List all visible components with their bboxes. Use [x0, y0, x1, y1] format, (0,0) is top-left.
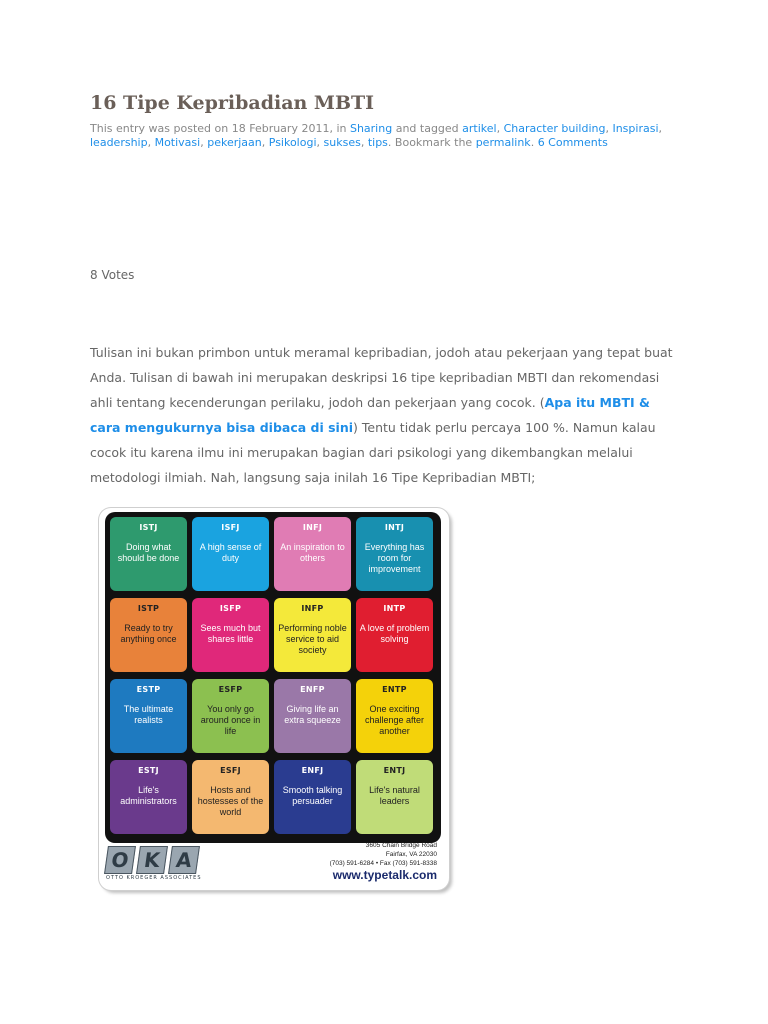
mbti-type-description: Ready to try anything once [120, 623, 177, 644]
tag-link[interactable]: pekerjaan [207, 136, 262, 149]
mbti-type-description: One exciting challenge after another [364, 704, 425, 736]
mbti-tile-infp [274, 598, 351, 672]
post-meta [90, 122, 690, 150]
mbti-tile-isfp [192, 598, 269, 672]
tag-separator: , [200, 136, 208, 149]
mbti-type-description: Sees much but shares little [200, 623, 261, 644]
mbti-tile-infj [274, 517, 351, 591]
mbti-type-description: Giving life an extra squeeze [284, 704, 341, 725]
oka-subtitle: OTTO KROEGER ASSOCIATES [106, 875, 202, 881]
mbti-type-code: ESFJ [220, 766, 241, 775]
mbti-type-code: INFJ [302, 523, 323, 532]
mbti-type-code: ISTJ [139, 523, 158, 532]
mbti-tile-istj [110, 517, 187, 591]
meta-separator: . [530, 136, 538, 149]
mbti-type-code: ISTP [137, 604, 160, 613]
mbti-tile-intj [356, 517, 433, 591]
mbti-type-description: Life's administrators [120, 785, 177, 806]
mbti-tile-enfp [274, 679, 351, 753]
permalink-link[interactable]: permalink [475, 136, 531, 149]
mbti-tile-entp [356, 679, 433, 753]
mbti-tile-isfj [192, 517, 269, 591]
mbti-type-code: INTJ [384, 523, 405, 532]
mbti-type-code: ENFJ [301, 766, 324, 775]
mbti-type-code: ENFP [300, 685, 325, 694]
tag-link[interactable]: Character building [503, 122, 606, 135]
mbti-type-description: A love of problem solving [359, 623, 430, 644]
oka-letter: K [136, 846, 168, 874]
address-line: 3605 Chain Bridge Road [365, 842, 437, 849]
mbti-type-description: You only go around once in life [200, 704, 261, 736]
comments-link[interactable]: 6 Comments [537, 136, 608, 149]
website-url: www.typetalk.com [332, 868, 437, 882]
mbti-info-link[interactable]: Apa itu MBTI & cara mengukurnya bisa dibaca di sini [90, 395, 650, 435]
mbti-type-code: ESTJ [138, 766, 159, 775]
mbti-type-description: Smooth talking persuader [282, 785, 343, 806]
tag-separator: , [261, 136, 269, 149]
mbti-type-code: ENTJ [383, 766, 406, 775]
mbti-type-code: ISFP [219, 604, 242, 613]
category-link[interactable]: Sharing [349, 122, 393, 135]
mbti-type-description: Life's natural leaders [369, 785, 420, 806]
mbti-type-description: The ultimate realists [123, 704, 174, 725]
post-title: 16 Tipe Kepribadian MBTI [90, 92, 375, 114]
oka-logo [106, 844, 206, 884]
mbti-type-code: INTP [383, 604, 406, 613]
intro-paragraph [90, 340, 680, 490]
mbti-chart-image [99, 508, 449, 890]
mbti-type-code: INFP [301, 604, 324, 613]
mbti-type-code: ESTP [136, 685, 161, 694]
tag-link[interactable]: tips [367, 136, 388, 149]
mbti-type-description: A high sense of duty [199, 542, 262, 563]
paragraph-text-before: Tulisan ini bukan primbon untuk meramal kepribadian, jodoh atau pekerjaan yang tepat buat Anda. Tulisan di bawah ini merupakan deskripsi 16 tipe kepribadian MBTI dan rekomendasi ahli tentang kecenderungan perilaku, jodoh dan pekerjaan yang cocok. ( [90, 345, 673, 410]
tag-link[interactable]: sukses [323, 136, 361, 149]
paragraph-text-after: ) Tentu tidak perlu percaya 100 %. Namun kalau cocok itu karena ilmu ini merupakan bagian dari psikologi yang dikembangkan melalui metodologi ilmiah. Nah, langsung saja inilah 16 Tipe Kepribadian MBTI; [90, 420, 656, 485]
oka-letter: A [168, 846, 200, 874]
meta-bookmark-text: . Bookmark the [387, 136, 476, 149]
tag-link[interactable]: leadership [90, 136, 148, 149]
address-line: Fairfax, VA 22030 [385, 851, 437, 858]
mbti-tile-estp [110, 679, 187, 753]
mbti-tile-esfj [192, 760, 269, 834]
tag-separator: , [360, 136, 368, 149]
mbti-tile-estj [110, 760, 187, 834]
tag-separator: , [496, 122, 504, 135]
mbti-type-code: ISFJ [221, 523, 240, 532]
tag-link[interactable]: Motivasi [154, 136, 201, 149]
tag-link[interactable]: Inspirasi [612, 122, 659, 135]
mbti-type-description: Hosts and hostesses of the world [197, 785, 264, 817]
mbti-tile-esfp [192, 679, 269, 753]
meta-posted-text: This entry was posted on 18 February 2011, in [90, 122, 350, 135]
tag-separator: , [605, 122, 613, 135]
oka-letter: O [104, 846, 136, 874]
mbti-tile-enfj [274, 760, 351, 834]
mbti-tile-istp [110, 598, 187, 672]
tag-link[interactable]: artikel [462, 122, 497, 135]
mbti-type-description: Everything has room for improvement [364, 542, 425, 574]
mbti-tile-entj [356, 760, 433, 834]
tag-separator: , [147, 136, 155, 149]
tag-separator: , [316, 136, 324, 149]
mbti-type-description: An inspiration to others [280, 542, 345, 563]
mbti-type-description: Doing what should be done [117, 542, 180, 563]
mbti-type-code: ENTP [382, 685, 407, 694]
meta-tagged-text: and tagged [392, 122, 463, 135]
votes-count: 8 Votes [90, 268, 135, 282]
mbti-type-code: ESFP [218, 685, 243, 694]
mbti-tile-intp [356, 598, 433, 672]
address-line: (703) 591-6284 • Fax (703) 591-8338 [329, 860, 437, 867]
tag-separator: , [658, 122, 663, 135]
address-block [330, 841, 437, 868]
mbti-grid [105, 512, 441, 843]
tag-link[interactable]: Psikologi [268, 136, 317, 149]
mbti-type-description: Performing noble service to aid society [278, 623, 347, 655]
